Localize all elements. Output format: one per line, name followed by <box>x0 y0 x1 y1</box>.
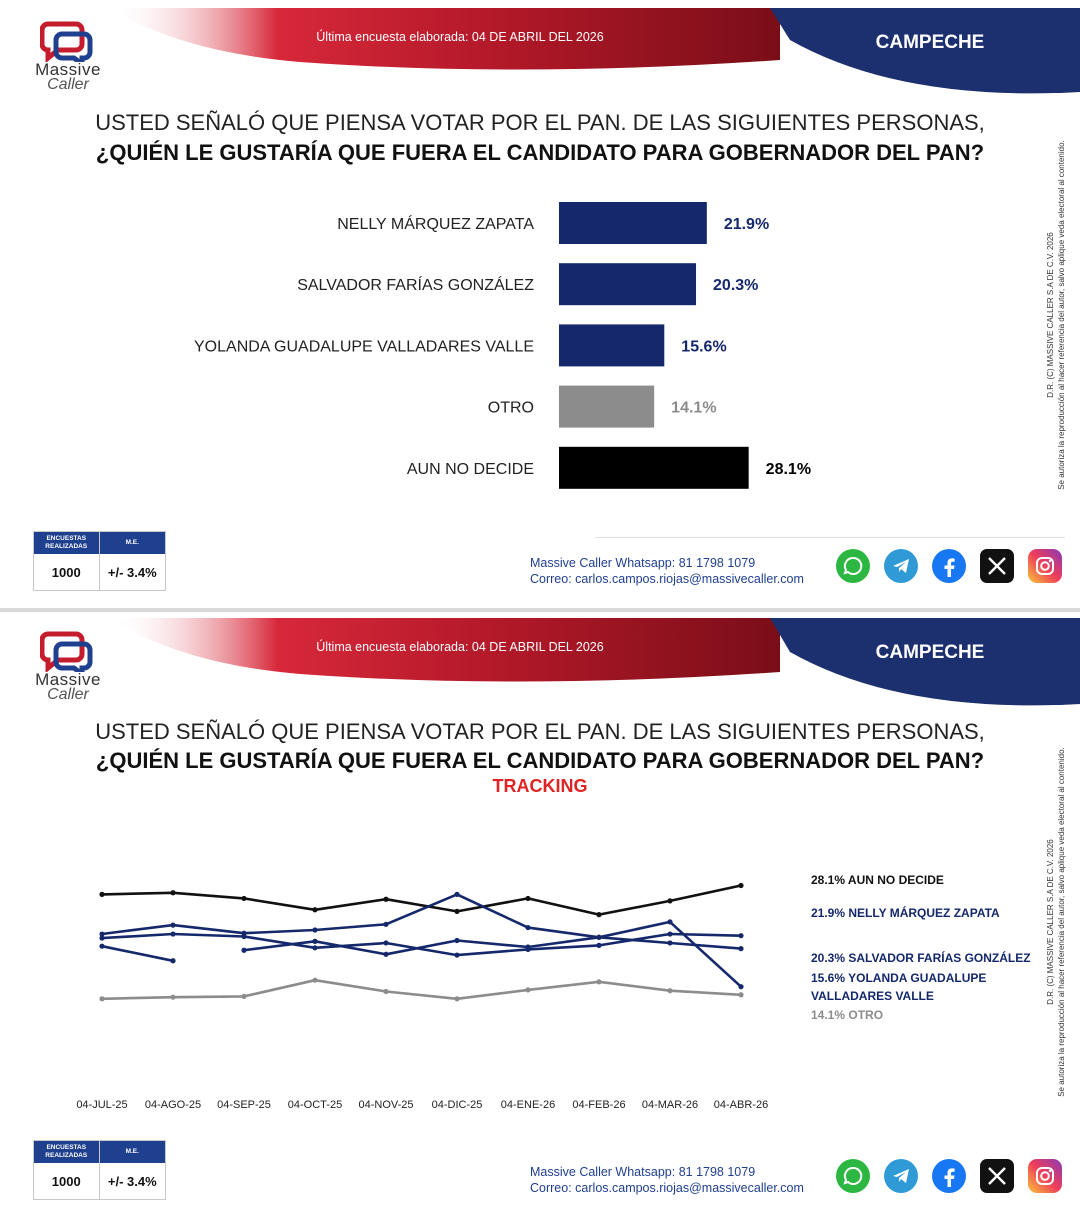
legend-label: VALLADARES VALLE <box>811 989 934 1003</box>
email-address[interactable]: carlos.campos.riojas@massivecaller.com <box>575 1181 804 1195</box>
brand-name-1: Massive <box>35 670 101 689</box>
data-point <box>596 935 601 940</box>
x-tick-label: 04-ENE-26 <box>500 1099 556 1111</box>
data-point <box>383 940 388 945</box>
survey-date: Última encuesta elaborada: 04 DE ABRIL DEL 2026 <box>316 640 604 654</box>
bar-value-label: 20.3% <box>713 277 759 295</box>
data-point <box>596 979 601 984</box>
bar <box>559 324 664 366</box>
contact-info <box>530 555 804 587</box>
survey-info-table <box>33 1140 166 1200</box>
whatsapp-number[interactable]: 81 1798 1079 <box>678 556 756 570</box>
data-point <box>170 995 175 1000</box>
brand-name-2: Caller <box>47 686 89 703</box>
data-point <box>454 938 459 943</box>
email-address[interactable]: carlos.campos.riojas@massivecaller.com <box>575 572 804 586</box>
data-point <box>241 896 246 901</box>
brand-name-2: Caller <box>47 76 89 93</box>
whatsapp-icon[interactable] <box>836 1159 870 1193</box>
data-point <box>170 923 175 928</box>
x-icon[interactable] <box>980 549 1014 583</box>
telegram-icon[interactable] <box>884 1159 918 1193</box>
data-point <box>170 890 175 895</box>
legend-label: 14.1% OTRO <box>811 1008 884 1022</box>
x-tick-label: 04-SEP-25 <box>217 1099 271 1111</box>
data-point <box>99 944 104 949</box>
email-label: Correo: <box>530 572 572 586</box>
bar <box>559 386 654 428</box>
question-line-2: ¿QUIÉN LE GUSTARÍA QUE FUERA EL CANDIDATO PARA GOBERNADOR DEL PAN? <box>95 140 985 165</box>
state-name: CAMPECHE <box>875 32 985 53</box>
data-point <box>596 943 601 948</box>
data-point <box>99 996 104 1001</box>
data-point <box>596 912 601 917</box>
tracking-line-chart <box>0 612 1040 1122</box>
margin-value: +/- 3.4% <box>107 1173 157 1189</box>
x-tick-label: 04-DIC-25 <box>431 1099 483 1111</box>
data-point <box>241 948 246 953</box>
data-point <box>170 931 175 936</box>
whatsapp-label: Massive Caller Whatsapp: <box>530 556 676 570</box>
data-point <box>454 909 459 914</box>
margin-header: M.E. <box>125 1148 139 1155</box>
surveys-value: 1000 <box>34 554 100 590</box>
x-tick-label: 04-ABR-26 <box>713 1099 769 1111</box>
data-point <box>383 989 388 994</box>
series-line <box>102 980 741 999</box>
whatsapp-number[interactable]: 81 1798 1079 <box>678 1165 756 1179</box>
bar-value-label: 21.9% <box>723 216 770 233</box>
data-point <box>667 898 672 903</box>
data-point <box>667 988 672 993</box>
x-icon[interactable] <box>980 1159 1014 1193</box>
state-name: CAMPECHE <box>875 642 985 663</box>
bar-value-label: 28.1% <box>765 460 812 478</box>
social-links <box>836 549 1062 583</box>
data-point <box>99 931 104 936</box>
facebook-icon[interactable] <box>932 549 966 583</box>
bar <box>559 263 696 305</box>
bar <box>559 202 707 244</box>
question-line-2: ¿QUIÉN LE GUSTARÍA QUE FUERA EL CANDIDATO PARA GOBERNADOR DEL PAN? <box>95 748 985 773</box>
margin-header: M.E. <box>125 539 139 546</box>
data-point <box>525 925 530 930</box>
bar-category-label: YOLANDA GUADALUPE VALLADARES VALLE <box>194 338 534 356</box>
data-point <box>738 946 743 951</box>
footer-rule <box>595 537 1065 538</box>
x-tick-label: 04-NOV-25 <box>358 1099 414 1111</box>
x-tick-label: 04-FEB-26 <box>572 1099 626 1111</box>
data-point <box>525 896 530 901</box>
legend-label: 20.3% SALVADOR FARÍAS GONZÁLEZ <box>811 951 1031 965</box>
x-tick-label: 04-OCT-25 <box>287 1099 343 1111</box>
telegram-icon[interactable] <box>884 549 918 583</box>
data-point <box>312 945 317 950</box>
data-point <box>667 931 672 936</box>
whatsapp-label: Massive Caller Whatsapp: <box>530 1165 676 1179</box>
brand-name-1: Massive <box>35 60 101 79</box>
legend-label: 28.1% AUN NO DECIDE <box>811 873 944 887</box>
data-point <box>312 927 317 932</box>
data-point <box>383 897 388 902</box>
series-line <box>102 922 741 987</box>
survey-info-table <box>33 531 166 591</box>
data-point <box>170 958 175 963</box>
bar-chart <box>0 0 1040 530</box>
instagram-icon[interactable] <box>1028 1159 1062 1193</box>
x-tick-label: 04-AGO-25 <box>144 1099 202 1111</box>
data-point <box>738 984 743 989</box>
data-point <box>383 922 388 927</box>
surveys-value: 1000 <box>34 1163 100 1199</box>
question-line-1: USTED SEÑALÓ QUE PIENSA VOTAR POR EL PAN. DE LAS SIGUIENTES PERSONAS, <box>95 110 985 135</box>
data-point <box>99 892 104 897</box>
copyright-line-1: D.R. (C) MASSIVE CALLER S.A DE C.V. 2026 <box>1046 839 1055 1005</box>
data-point <box>525 987 530 992</box>
question-line-1: USTED SEÑALÓ QUE PIENSA VOTAR POR EL PAN. DE LAS SIGUIENTES PERSONAS, <box>95 719 985 744</box>
tracking-title: TRACKING <box>492 776 588 796</box>
instagram-icon[interactable] <box>1028 549 1062 583</box>
contact-info <box>530 1164 804 1196</box>
bar-value-label: 15.6% <box>681 338 727 356</box>
bar-category-label: OTRO <box>487 399 534 417</box>
copyright-line-2: Se autoriza la reproducción al hacer referencia del autor, salvo aplique veda electoral al contenido. <box>1057 747 1066 1097</box>
data-point <box>525 944 530 949</box>
social-links <box>836 1159 1062 1193</box>
data-point <box>241 994 246 999</box>
copyright-line-1: D.R. (C) MASSIVE CALLER S.A DE C.V. 2026 <box>1046 232 1055 398</box>
x-tick-label: 04-MAR-26 <box>641 1099 699 1111</box>
data-point <box>312 907 317 912</box>
data-point <box>454 892 459 897</box>
bar-category-label: AUN NO DECIDE <box>406 460 534 478</box>
bar-category-label: SALVADOR FARÍAS GONZÁLEZ <box>297 277 534 295</box>
facebook-icon[interactable] <box>932 1159 966 1193</box>
copyright-line-2: Se autoriza la reproducción al hacer referencia del autor, salvo aplique veda electoral al contenido. <box>1057 140 1066 490</box>
data-point <box>454 952 459 957</box>
bar-value-label: 14.1% <box>671 399 717 417</box>
surveys-header: ENCUESTAS REALIZADAS <box>34 532 100 554</box>
surveys-header: ENCUESTAS REALIZADAS <box>34 1141 100 1163</box>
copyright-note <box>1042 115 1070 515</box>
data-point <box>454 996 459 1001</box>
data-point <box>738 992 743 997</box>
panel-tracking-chart <box>0 612 1080 1220</box>
margin-value: +/- 3.4% <box>107 564 157 580</box>
data-point <box>312 939 317 944</box>
data-point <box>738 933 743 938</box>
whatsapp-icon[interactable] <box>836 549 870 583</box>
legend-label: 15.6% YOLANDA GUADALUPE <box>811 971 987 985</box>
bar-category-label: NELLY MÁRQUEZ ZAPATA <box>337 216 534 233</box>
data-point <box>241 931 246 936</box>
legend-label: 21.9% NELLY MÁRQUEZ ZAPATA <box>811 906 1000 920</box>
data-point <box>667 919 672 924</box>
data-point <box>667 940 672 945</box>
data-point <box>738 883 743 888</box>
data-point <box>383 952 388 957</box>
data-point <box>312 978 317 983</box>
x-tick-label: 04-JUL-25 <box>76 1099 128 1111</box>
series-line <box>102 934 741 955</box>
series-line <box>102 894 741 948</box>
copyright-note <box>1042 722 1070 1122</box>
email-label: Correo: <box>530 1181 572 1195</box>
bar <box>559 447 749 489</box>
survey-date: Última encuesta elaborada: 04 DE ABRIL DEL 2026 <box>316 30 604 44</box>
